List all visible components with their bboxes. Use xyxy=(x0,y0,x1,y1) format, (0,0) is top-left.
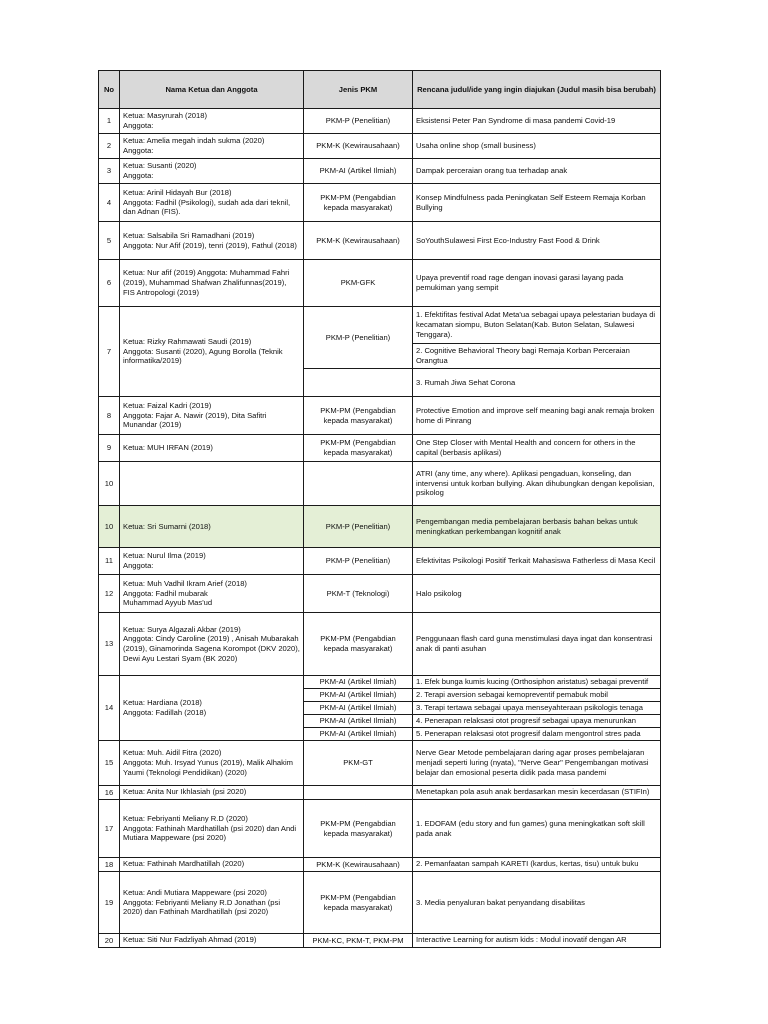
row-jenis xyxy=(304,702,413,715)
row-jenis: PKM-GFK xyxy=(304,260,413,307)
table-row xyxy=(99,307,661,344)
row-nama xyxy=(120,800,304,858)
row-no: 4 xyxy=(99,184,120,222)
row-jenis-empty xyxy=(304,369,413,397)
row-jenis: PKM-P (Penelitian) xyxy=(304,307,413,369)
row-no: 1 xyxy=(99,109,120,134)
nama-text: Ketua: Surya Algazali Akbar (2019) Anggota: Cindy Caroline (2019) , Anisah Mubarakah (2019), Ginamorinda Sagena Korompot (DKV 2020), Dewi Ayu Lestari Syam (BK 2020) xyxy=(123,624,300,663)
row-nama xyxy=(120,934,304,948)
rencana-text: 4. Penerapan relaksasi otot progresif sebagai upaya menurunkan xyxy=(416,716,636,725)
row-jenis: PKM-P (Penelitian) xyxy=(304,109,413,134)
header-nama: Nama Ketua dan Anggota xyxy=(120,71,304,109)
jenis-text: PKM-AI (Artikel Ilmiah) xyxy=(319,729,397,738)
jenis-text: PKM-AI (Artikel Ilmiah) xyxy=(319,690,397,699)
row-rencana xyxy=(413,702,661,715)
row-rencana xyxy=(413,858,661,872)
table-row xyxy=(99,872,661,934)
row-no: 16 xyxy=(99,786,120,800)
nama-text: Ketua: Fathinah Mardhatillah (2020) xyxy=(123,859,245,868)
row-jenis: PKM-AI (Artikel Ilmiah) xyxy=(304,159,413,184)
row-nama: Ketua: MUH IRFAN (2019) xyxy=(120,435,304,462)
row-rencana: One Step Closer with Mental Health and concern for others in the capital (berbasis aplikasi) xyxy=(413,435,661,462)
row-nama xyxy=(120,786,304,800)
header-rencana: Rencana judul/ide yang ingin diajukan (Judul masih bisa berubah) xyxy=(413,71,661,109)
header-no: No xyxy=(99,71,120,109)
row-rencana xyxy=(413,689,661,702)
row-jenis xyxy=(304,462,413,506)
table-row xyxy=(99,548,661,575)
row-jenis xyxy=(304,728,413,741)
row-nama xyxy=(120,159,304,184)
row-jenis: PKM-PM (Pengabdian kepada masyarakat) xyxy=(304,184,413,222)
table-row xyxy=(99,575,661,613)
nama-text: Ketua: Masyrurah (2018) Anggota: xyxy=(123,111,207,130)
row-nama xyxy=(120,548,304,575)
row-jenis: PKM-T (Teknologi) xyxy=(304,575,413,613)
row-rencana: Konsep Mindfulness pada Peningkatan Self Esteem Remaja Korban Bullying xyxy=(413,184,661,222)
row-nama xyxy=(120,462,304,506)
table-row xyxy=(99,109,661,134)
row-no: 2 xyxy=(99,134,120,159)
row-no: 10 xyxy=(99,462,120,506)
rencana-text: 2. Pemanfaatan sampah KARETI (kardus, kertas, tisu) untuk buku xyxy=(416,859,639,868)
row-nama xyxy=(120,307,304,397)
row-rencana: Upaya preventif road rage dengan inovasi garasi layang pada pemukiman yang sempit xyxy=(413,260,661,307)
row-nama xyxy=(120,109,304,134)
row-nama xyxy=(120,134,304,159)
row-jenis xyxy=(304,689,413,702)
row-no: 6 xyxy=(99,260,120,307)
row-no: 19 xyxy=(99,872,120,934)
table-row xyxy=(99,222,661,260)
table-row xyxy=(99,159,661,184)
row-rencana: SoYouthSulawesi First Eco-Industry Fast Food & Drink xyxy=(413,222,661,260)
row-rencana: Nerve Gear Metode pembelajaran daring agar proses pembelajaran menjadi seperti luring (nyata), "Nerve Gear" Pengembangan motivasi belajar dan emosional peserta didik pada masa pandemi xyxy=(413,741,661,786)
row-no: 12 xyxy=(99,575,120,613)
table-row xyxy=(99,397,661,435)
row-nama xyxy=(120,613,304,676)
nama-text: Ketua: Siti Nur Fadzliyah Ahmad (2019) xyxy=(123,935,257,944)
row-jenis: PKM-K (Kewirausahaan) xyxy=(304,134,413,159)
row-nama xyxy=(120,741,304,786)
row-jenis: PKM-K (Kewirausahaan) xyxy=(304,222,413,260)
row-rencana: Halo psikolog xyxy=(413,575,661,613)
nama-text: Ketua: Nurul Ilma (2019) Anggota: xyxy=(123,551,206,570)
rencana-text: 1. Efek bunga kumis kucing (Orthosiphon aristatus) sebagai preventif xyxy=(416,677,649,686)
row-jenis: PKM-GT xyxy=(304,741,413,786)
row-nama xyxy=(120,858,304,872)
row-no: 8 xyxy=(99,397,120,435)
row-jenis: PKM-PM (Pengabdian kepada masyarakat) xyxy=(304,613,413,676)
row-jenis: PKM-PM (Pengabdian kepada masyarakat) xyxy=(304,397,413,435)
row-nama xyxy=(120,575,304,613)
nama-text: Ketua: Salsabila Sri Ramadhani (2019) Anggota: Nur Afif (2019), tenri (2019), Fathul (2018) xyxy=(123,230,297,250)
nama-text: Ketua: Febriyanti Meliany R.D (2020) Anggota: Fathinah Mardhatillah (psi 2020) dan Andi Mutiara Mappeware (psi 2020) xyxy=(123,813,297,843)
nama-text: Ketua: Hardiana (2018) Anggota: Fadillah (2018) xyxy=(123,698,207,717)
nama-text: Ketua: Muh. Aidil Fitra (2020) Anggota: Muh. Irsyad Yunus (2019), Malik Alhakim Yaumi (Teknologi Pendidikan) (2020) xyxy=(123,748,293,777)
row-nama xyxy=(120,222,304,260)
header-jenis: Jenis PKM xyxy=(304,71,413,109)
table-row xyxy=(99,934,661,948)
row-rencana: 2. Cognitive Behavioral Theory bagi Remaja Korban Perceraian Orangtua xyxy=(413,344,661,369)
row-nama xyxy=(120,397,304,435)
row-rencana: ATRI (any time, any where). Aplikasi pengaduan, konseling, dan intervensi untuk korban bullying. Akan dihubungkan dengan kepolisian, psikolog xyxy=(413,462,661,506)
row-rencana: 3. Rumah Jiwa Sehat Corona xyxy=(413,369,661,397)
table-row xyxy=(99,184,661,222)
row-no: 9 xyxy=(99,435,120,462)
nama-text: Ketua: Susanti (2020) Anggota: xyxy=(123,161,197,180)
row-jenis: PKM-K (Kewirausahaan) xyxy=(304,858,413,872)
row-no: 13 xyxy=(99,613,120,676)
table-row xyxy=(99,858,661,872)
nama-text: Ketua: Muh Vadhil Ikram Arief (2018) Anggota: Fadhil mubarak Muhammad Ayyub Mas'ud xyxy=(123,578,247,608)
jenis-text: PKM-AI (Artikel Ilmiah) xyxy=(319,677,397,686)
row-jenis: PKM-PM (Pengabdian kepada masyarakat) xyxy=(304,872,413,934)
row-rencana: Dampak perceraian orang tua terhadap anak xyxy=(413,159,661,184)
table-row xyxy=(99,786,661,800)
nama-text: Ketua: Arinil Hidayah Bur (2018) Anggota: Fadhil (Psikologi), sudah ada dari teknil, dan Adnan (FIS). xyxy=(123,187,291,217)
row-rencana xyxy=(413,786,661,800)
rencana-text: Menetapkan pola asuh anak berdasarkan mesin kecerdasan (STIFIn) xyxy=(416,787,650,796)
rencana-text: 3. Terapi tertawa sebagai upaya menseyahteraan psikologis tenaga xyxy=(416,703,643,712)
row-jenis xyxy=(304,676,413,689)
row-no: 15 xyxy=(99,741,120,786)
row-rencana: 1. EDOFAM (edu story and fun games) guna meningkatkan soft skill pada anak xyxy=(413,800,661,858)
jenis-text: PKM-AI (Artikel Ilmiah) xyxy=(319,703,397,712)
row-rencana: Pengembangan media pembelajaran berbasis bahan bekas untuk meningkatkan perkembangan kognitif anak xyxy=(413,506,661,548)
table-row xyxy=(99,741,661,786)
jenis-text: PKM-AI (Artikel Ilmiah) xyxy=(319,716,397,725)
row-nama xyxy=(120,184,304,222)
row-rencana: Eksistensi Peter Pan Syndrome di masa pandemi Covid-19 xyxy=(413,109,661,134)
row-nama xyxy=(120,260,304,307)
row-rencana xyxy=(413,728,661,741)
nama-text: Ketua: Amelia megah indah sukma (2020) Anggota: xyxy=(123,136,265,155)
row-no: 18 xyxy=(99,858,120,872)
row-no: 11 xyxy=(99,548,120,575)
row-rencana: Protective Emotion and improve self meaning bagi anak remaja broken home di Pinrang xyxy=(413,397,661,435)
nama-text: Ketua: Andi Mutiara Mappeware (psi 2020) Anggota: Febriyanti Meliany R.D Jonathan (psi 2020) dan Fathinah Mardhatillah (psi 2020) xyxy=(123,887,281,917)
rencana-text: 2. Terapi aversion sebagai kemopreventif pemabuk mobil xyxy=(416,690,608,699)
row-jenis xyxy=(304,786,413,800)
table-row xyxy=(99,435,661,462)
pkm-table xyxy=(98,70,661,948)
row-jenis: PKM-PM (Pengabdian kepada masyarakat) xyxy=(304,800,413,858)
row-no: 5 xyxy=(99,222,120,260)
table-row xyxy=(99,676,661,689)
table-row xyxy=(99,260,661,307)
row-no: 17 xyxy=(99,800,120,858)
row-no: 7 xyxy=(99,307,120,397)
nama-text: Ketua: Rizky Rahmawati Saudi (2019) Anggota: Susanti (2020), Agung Borolla (Teknik informatika/2019) xyxy=(123,336,283,366)
row-jenis: PKM-P (Penelitian) xyxy=(304,548,413,575)
table-row-highlighted xyxy=(99,506,661,548)
row-rencana xyxy=(413,676,661,689)
nama-text: Ketua: Anita Nur Ikhlasiah (psi 2020) xyxy=(123,787,247,796)
nama-text: Ketua: Nur afif (2019) Anggota: Muhammad Fahri (2019), Muhammad Shafwan Zhalifunnas(2019), FIS Antropologi (2019) xyxy=(123,268,290,297)
row-rencana: Usaha online shop (small business) xyxy=(413,134,661,159)
row-nama xyxy=(120,676,304,741)
row-jenis: PKM-PM (Pengabdian kepada masyarakat) xyxy=(304,435,413,462)
rencana-text: Interactive Learning for autism kids : Modul inovatif dengan AR xyxy=(416,935,627,944)
nama-text: Ketua: Faizal Kadri (2019) Anggota: Fajar A. Nawir (2019), Dita Safitri Munandar (2019) xyxy=(123,400,267,430)
row-nama xyxy=(120,872,304,934)
table-row xyxy=(99,134,661,159)
table-row xyxy=(99,800,661,858)
rencana-text: 5. Penerapan relaksasi otot progresif dalam mengontrol stres pada xyxy=(416,729,641,738)
table-row xyxy=(99,613,661,676)
row-rencana: 3. Media penyaluran bakat penyandang disabilitas xyxy=(413,872,661,934)
row-rencana: Efektivitas Psikologi Positif Terkait Mahasiswa Fatherless di Masa Kecil xyxy=(413,548,661,575)
row-no: 3 xyxy=(99,159,120,184)
row-jenis: PKM-P (Penelitian) xyxy=(304,506,413,548)
row-rencana xyxy=(413,934,661,948)
table-row xyxy=(99,462,661,506)
row-rencana xyxy=(413,715,661,728)
row-no: 14 xyxy=(99,676,120,741)
row-no: 10 xyxy=(99,506,120,548)
row-rencana: Penggunaan flash card guna menstimulasi daya ingat dan konsentrasi anak di panti asuhan xyxy=(413,613,661,676)
row-no: 20 xyxy=(99,934,120,948)
row-jenis: PKM-KC, PKM-T, PKM-PM xyxy=(304,934,413,948)
row-jenis xyxy=(304,715,413,728)
row-rencana: 1. Efektifitas festival Adat Meta'ua sebagai upaya pelestarian budaya di kecamatan siompu, Buton Selatan(Kab. Buton Selatan, Sulawesi Tenggara). xyxy=(413,307,661,344)
row-nama: Ketua: Sri Sumarni (2018) xyxy=(120,506,304,548)
header-row xyxy=(99,71,661,109)
